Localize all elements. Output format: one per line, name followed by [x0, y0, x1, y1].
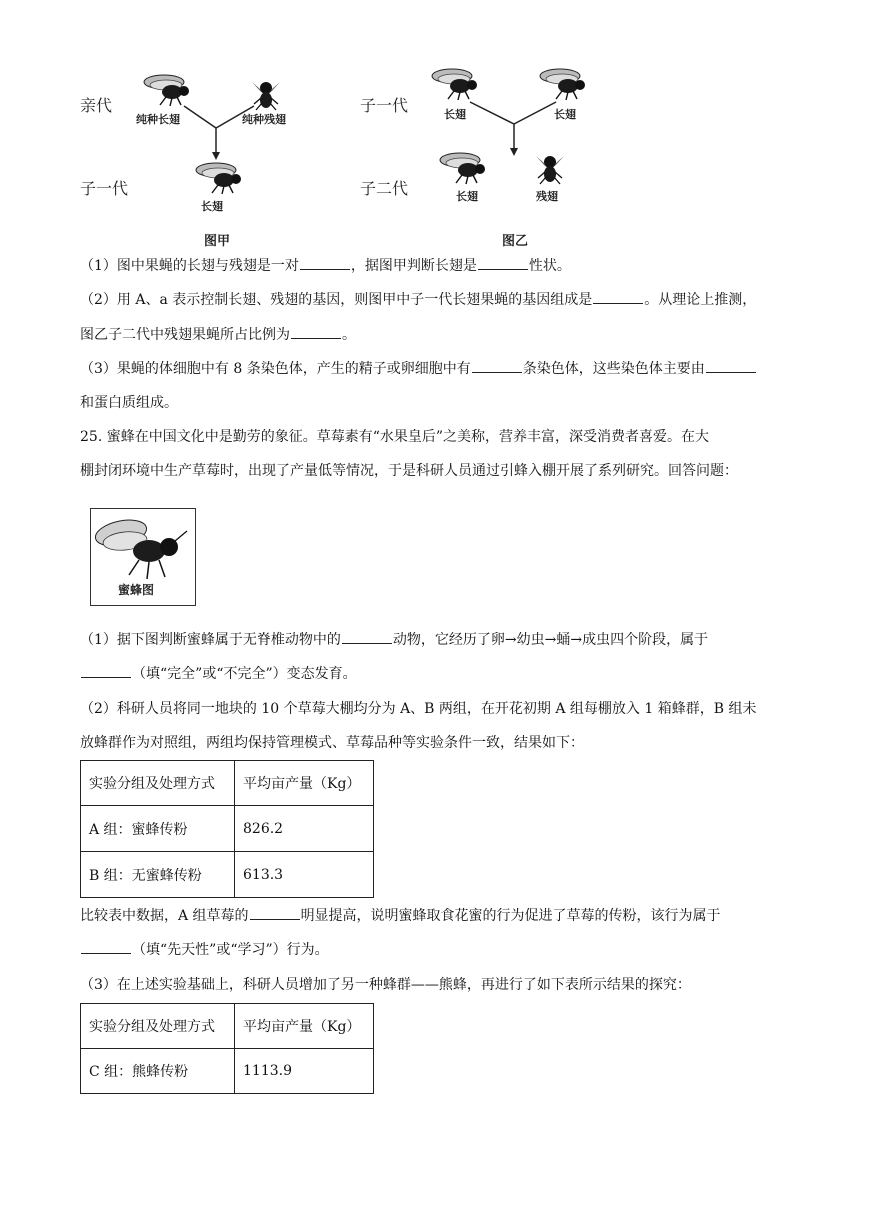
fly-f1-long-wing-1 [432, 69, 477, 100]
label-pure-long-wing: 纯种长翅 [136, 113, 180, 126]
fly-pure-long-wing [144, 75, 189, 106]
table-row [81, 852, 374, 898]
answer-blank[interactable] [300, 257, 350, 270]
answer-blank[interactable] [478, 257, 528, 270]
q25-part3-line1: （3）在上述实验基础上，科研人员增加了另一种蜂群——熊蜂，再进行了如下表所示结果的探究： [80, 977, 691, 993]
label-f1-generation: 子一代 [80, 179, 129, 198]
q25-part2-line4: （填“先天性”或“学习”）行为。 [80, 941, 329, 959]
q25-intro-line1: 25. 蜜蜂在中国文化中是勤劳的象征。草莓素有“水果皇后”之美称，营养丰富，深受消费者喜爱。在大 [80, 429, 710, 445]
fly-f1-long-wing-2 [540, 69, 585, 100]
q25-part2-line1: （2）科研人员将同一地块的 10 个草莓大棚均分为 A、B 两组，在开花初期 A 组每棚放入 1 箱蜂群，B 组未 [80, 701, 757, 717]
table-header-cell: 平均亩产量（Kg） [235, 761, 374, 806]
q24-part1: （1）图中果蝇的长翅与残翅是一对 ，据图甲判断长翅是 性状。 [80, 258, 571, 274]
fly-f1-long-wing [196, 163, 241, 194]
q24-part2-line1: （2）用 A、a 表示控制长翅、残翅的基因，则图甲中子一代长翅果蝇的基因组成是 。从理论上推测， [80, 292, 757, 308]
figure-yi [360, 62, 600, 248]
table-row [81, 1049, 374, 1094]
table-cell: C 组：熊蜂传粉 [81, 1049, 235, 1094]
label-f2-long-wing: 长翅 [456, 190, 478, 203]
label-f1-long-wing-1: 长翅 [444, 108, 466, 121]
fly-pure-vestigial-wing [252, 82, 280, 110]
table-cell: A 组：蜜蜂传粉 [81, 806, 235, 852]
answer-blank[interactable] [472, 360, 522, 373]
results-table-ab [80, 760, 374, 898]
figure-jia [76, 62, 336, 248]
q24-part3-line1: （3）果蝇的体细胞中有 8 条染色体，产生的精子或卵细胞中有 条染色体，这些染色体主要由 [80, 360, 757, 378]
table-cell: 1113.9 [235, 1049, 374, 1094]
q25-part1-line1: （1）据下图判断蜜蜂属于无脊椎动物中的 动物，它经历了卵→幼虫→蛹→成虫四个阶段，属于 [80, 632, 709, 648]
caption-jia: 图甲 [204, 234, 231, 249]
q25-part1-line2: （填“完全”或“不完全”）变态发育。 [80, 665, 357, 683]
table-header-row [81, 761, 374, 806]
cross-diagram-jia [76, 62, 336, 248]
q25-part2-line2: 放蜂群作为对照组，两组均保持管理模式、草莓品种等实验条件一致，结果如下： [80, 735, 584, 751]
bee-figure-caption: 蜜蜂图 [118, 583, 155, 597]
bee-figure [90, 508, 196, 606]
label-f1-long-wing: 长翅 [201, 200, 223, 213]
answer-blank[interactable] [291, 326, 341, 339]
q25-part2-line3: 比较表中数据，A 组草莓的 明显提高，说明蜜蜂取食花蜜的行为促进了草莓的传粉，该行为属于 [80, 908, 721, 924]
answer-blank[interactable] [81, 665, 131, 678]
q24-part3-line2: 和蛋白质组成。 [80, 395, 178, 411]
caption-yi: 图乙 [502, 234, 529, 249]
table-header-cell: 平均亩产量（Kg） [235, 1004, 374, 1049]
bee-illustration [91, 511, 195, 583]
label-f2-vestigial-wing: 残翅 [536, 190, 558, 203]
answer-blank[interactable] [250, 907, 300, 920]
table-row [81, 806, 374, 852]
fly-f2-long-wing [440, 153, 485, 184]
answer-blank[interactable] [706, 360, 756, 373]
answer-blank[interactable] [593, 291, 643, 304]
q24-part2-line2: 图乙子二代中残翅果蝇所占比例为 。 [80, 327, 356, 343]
cross-diagram-yi [360, 62, 600, 248]
label-parent-generation: 亲代 [80, 96, 113, 115]
table-header-row [81, 1004, 374, 1049]
table-cell: 826.2 [235, 806, 374, 852]
answer-blank[interactable] [342, 631, 392, 644]
table-header-cell: 实验分组及处理方式 [81, 761, 235, 806]
table-cell: B 组：无蜜蜂传粉 [81, 852, 235, 898]
label-f1-generation: 子一代 [360, 96, 409, 115]
answer-blank[interactable] [81, 941, 131, 954]
table-header-cell: 实验分组及处理方式 [81, 1004, 235, 1049]
results-table-c [80, 1003, 374, 1094]
table-cell: 613.3 [235, 852, 374, 898]
label-pure-vestigial-wing: 纯种残翅 [242, 113, 286, 126]
q25-intro-line2: 棚封闭环境中生产草莓时，出现了产量低等情况，于是科研人员通过引蜂入棚开展了系列研究。回答问题： [80, 463, 738, 479]
label-f1-long-wing-2: 长翅 [554, 108, 576, 121]
label-f2-generation: 子二代 [360, 179, 409, 198]
fly-f2-vestigial-wing [536, 156, 564, 184]
